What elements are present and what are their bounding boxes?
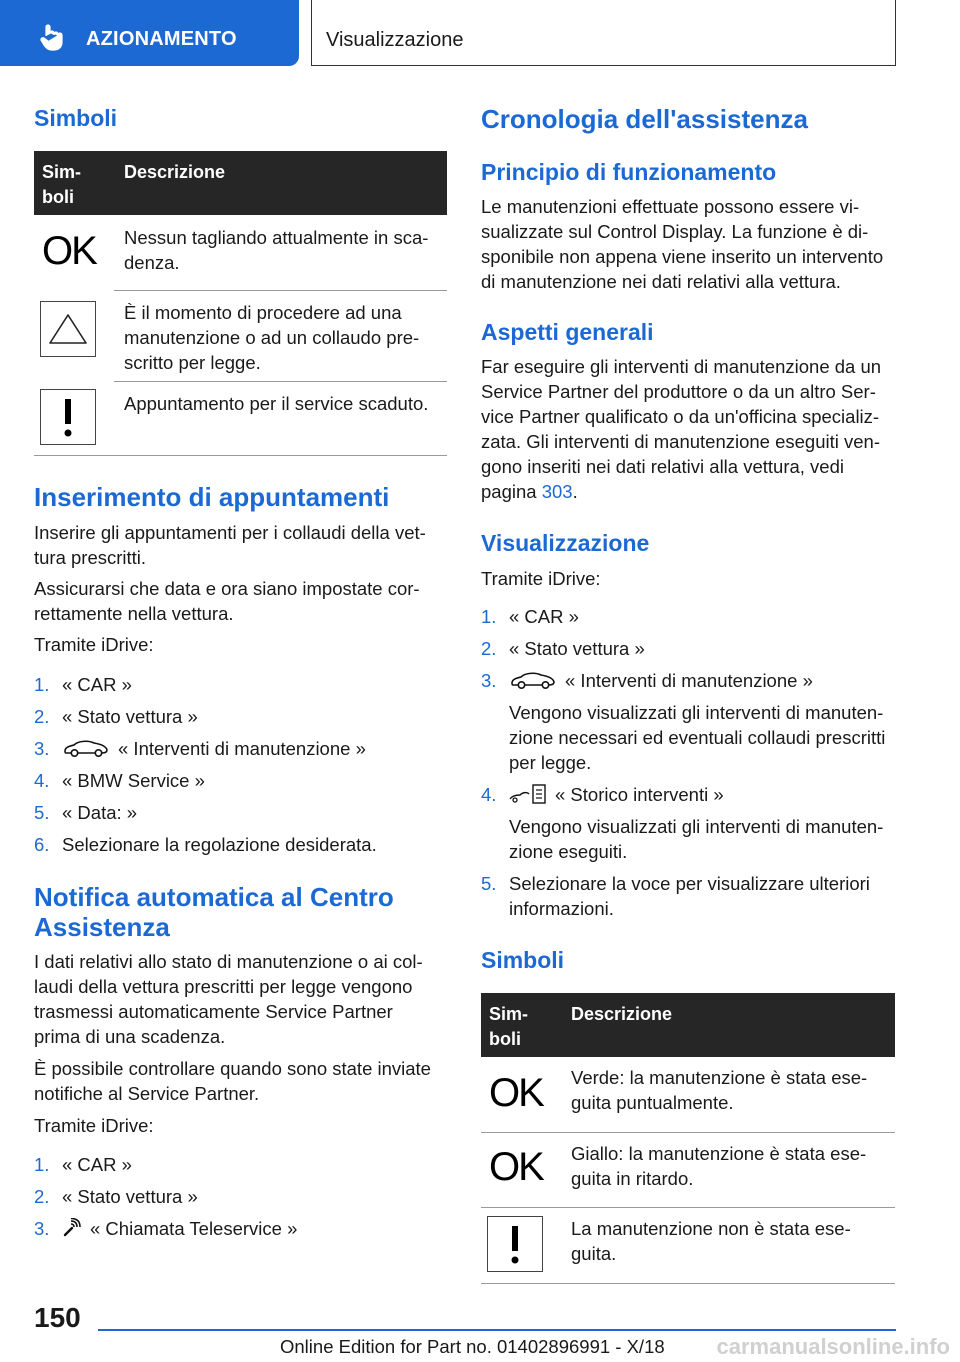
appointments-paragraph-2: Assicurarsi che data e ora siano impostate cor- rettamente nella vettura. — [34, 578, 420, 624]
table-bottom-rule — [34, 455, 447, 456]
notify-paragraph-3: Tramite iDrive: — [34, 1115, 154, 1136]
step-text: « Stato vettura » — [62, 1186, 198, 1207]
appointments-paragraph-1: Inserire gli appuntamenti per i collaudi della vet- tura prescritti. — [34, 522, 426, 568]
table-row — [34, 215, 447, 290]
step-text: « BMW Service » — [62, 770, 205, 791]
row-description: Verde: la manutenzione è stata ese- guita puntualmente. — [571, 1067, 868, 1113]
step-number: 1. — [481, 606, 497, 627]
col-symbol-header: Sim- boli — [489, 1004, 529, 1049]
notify-heading: Notifica automatica al Centro Assistenza — [34, 882, 394, 942]
principle-paragraph: Le manutenzioni effettuate possono essere vi- sualizzate sul Control Display. La funzione è di- sponibile non appena viene inserito un intervento di manutenzione nei dati relativi alla vettura. — [481, 196, 884, 292]
step-text: Selezionare la voce per visualizzare ulteriori informazioni. — [509, 873, 870, 919]
col-symbol-header: Sim- boli — [42, 162, 82, 207]
symbols-heading-left: Simboli — [34, 105, 118, 131]
table-bottom-rule — [481, 1283, 895, 1284]
appointments-paragraph-3: Tramite iDrive: — [34, 634, 154, 655]
principle-heading: Principio di funzionamento — [481, 159, 777, 185]
row-description: Nessun tagliando attualmente in sca- denza. — [124, 227, 429, 273]
hand-pointer-icon — [38, 22, 68, 52]
row-description: Appuntamento per il service scaduto. — [124, 393, 429, 414]
footer-rule — [98, 1329, 896, 1331]
step-number: 2. — [34, 1186, 50, 1207]
row-description: È il momento di procedere ad una manutenzione o ad un collaudo pre- scritto per legge. — [124, 302, 420, 373]
table-row — [481, 1208, 895, 1284]
page-link[interactable]: 303 — [541, 481, 573, 502]
step-text: « CAR » — [62, 1154, 132, 1175]
symbols-table-left — [34, 151, 447, 456]
notify-paragraph-1: I dati relativi allo stato di manutenzione o ai col- laudi della vettura prescritti per legge vengono trasmessi automaticamente Service Partner prima di una scadenza. — [34, 951, 423, 1047]
notify-paragraph-2: È possibile controllare quando sono state inviate notifiche al Service Partner. — [34, 1058, 431, 1104]
table-row — [34, 382, 447, 456]
header-section-tab — [0, 0, 299, 66]
step-text: « CAR » — [509, 606, 579, 627]
step-number: 1. — [34, 674, 50, 695]
footer-edition: Online Edition for Part no. 01402896991 - X/18 — [280, 1336, 665, 1357]
step-text: « Data: » — [62, 802, 138, 823]
teleservice-icon — [62, 1218, 84, 1238]
step-text: Selezionare la regolazione desiderata. — [62, 834, 377, 855]
step-number: 5. — [481, 873, 497, 894]
header-section-title: AZIONAMENTO — [86, 28, 237, 50]
step-number: 3. — [481, 670, 497, 691]
step-text: « Stato vettura » — [509, 638, 645, 659]
page-number: 150 — [34, 1302, 81, 1333]
general-text-end: . — [572, 481, 578, 502]
step-number: 3. — [34, 738, 50, 759]
symbols-heading-right: Simboli — [481, 947, 565, 973]
display-heading: Visualizzazione — [481, 530, 650, 556]
display-paragraph: Tramite iDrive: — [481, 568, 601, 589]
history-heading: Cronologia dell'assistenza — [481, 104, 808, 134]
step-subtext: Vengono visualizzati gli interventi di manuten- zione necessari ed eventuali collaudi prescritti per legge. — [509, 702, 886, 773]
service-history-icon — [509, 782, 549, 806]
exclamation-icon — [487, 1216, 545, 1274]
table-header — [481, 993, 895, 1057]
step-subtext: Vengono visualizzati gli interventi di manuten- zione eseguiti. — [509, 816, 884, 862]
symbols-table-right — [481, 993, 895, 1284]
ok-icon: OK — [42, 229, 96, 273]
step-text: « CAR » — [62, 674, 132, 695]
step-number: 3. — [34, 1218, 50, 1239]
row-description: Giallo: la manutenzione è stata ese- guita in ritardo. — [571, 1143, 867, 1189]
header-subsection-title: Visualizzazione — [326, 29, 464, 51]
col-desc-header: Descrizione — [571, 1004, 673, 1024]
warning-triangle-icon — [40, 301, 98, 359]
step-text: « Storico interventi » — [555, 784, 724, 805]
exclamation-icon — [40, 389, 98, 447]
step-number: 5. — [34, 802, 50, 823]
step-text: « Interventi di manutenzione » — [565, 670, 813, 691]
watermark: carmanualsonline.info — [716, 1334, 950, 1359]
step-number: 2. — [34, 706, 50, 727]
step-number: 4. — [481, 784, 497, 805]
table-header — [34, 151, 447, 215]
table-row — [481, 1133, 895, 1208]
step-number: 2. — [481, 638, 497, 659]
appointments-heading: Inserimento di appuntamenti — [34, 482, 390, 512]
step-number: 6. — [34, 834, 50, 855]
step-text: « Stato vettura » — [62, 706, 198, 727]
table-row — [481, 1057, 895, 1132]
car-service-icon — [62, 738, 110, 758]
ok-green-icon: OK — [489, 1071, 543, 1115]
step-number: 4. — [34, 770, 50, 791]
step-text: « Chiamata Teleservice » — [90, 1218, 298, 1239]
general-heading: Aspetti generali — [481, 319, 654, 345]
step-text: « Interventi di manutenzione » — [118, 738, 366, 759]
step-number: 1. — [34, 1154, 50, 1175]
general-text: Far eseguire gli interventi di manutenzione da un Service Partner del produttore o da un altro Ser- vice Partner qualificato o da un'officina specializ- zata. Gli interventi di manutenzione eseguiti ven- gono inseriti nei dati relativi alla vettura, vedi pagina — [481, 356, 882, 502]
ok-yellow-icon: OK — [489, 1145, 543, 1189]
car-service-icon — [509, 670, 557, 690]
row-description: La manutenzione non è stata ese- guita. — [571, 1218, 851, 1264]
table-row — [34, 291, 447, 381]
general-paragraph — [481, 354, 901, 504]
col-desc-header: Descrizione — [124, 162, 226, 182]
